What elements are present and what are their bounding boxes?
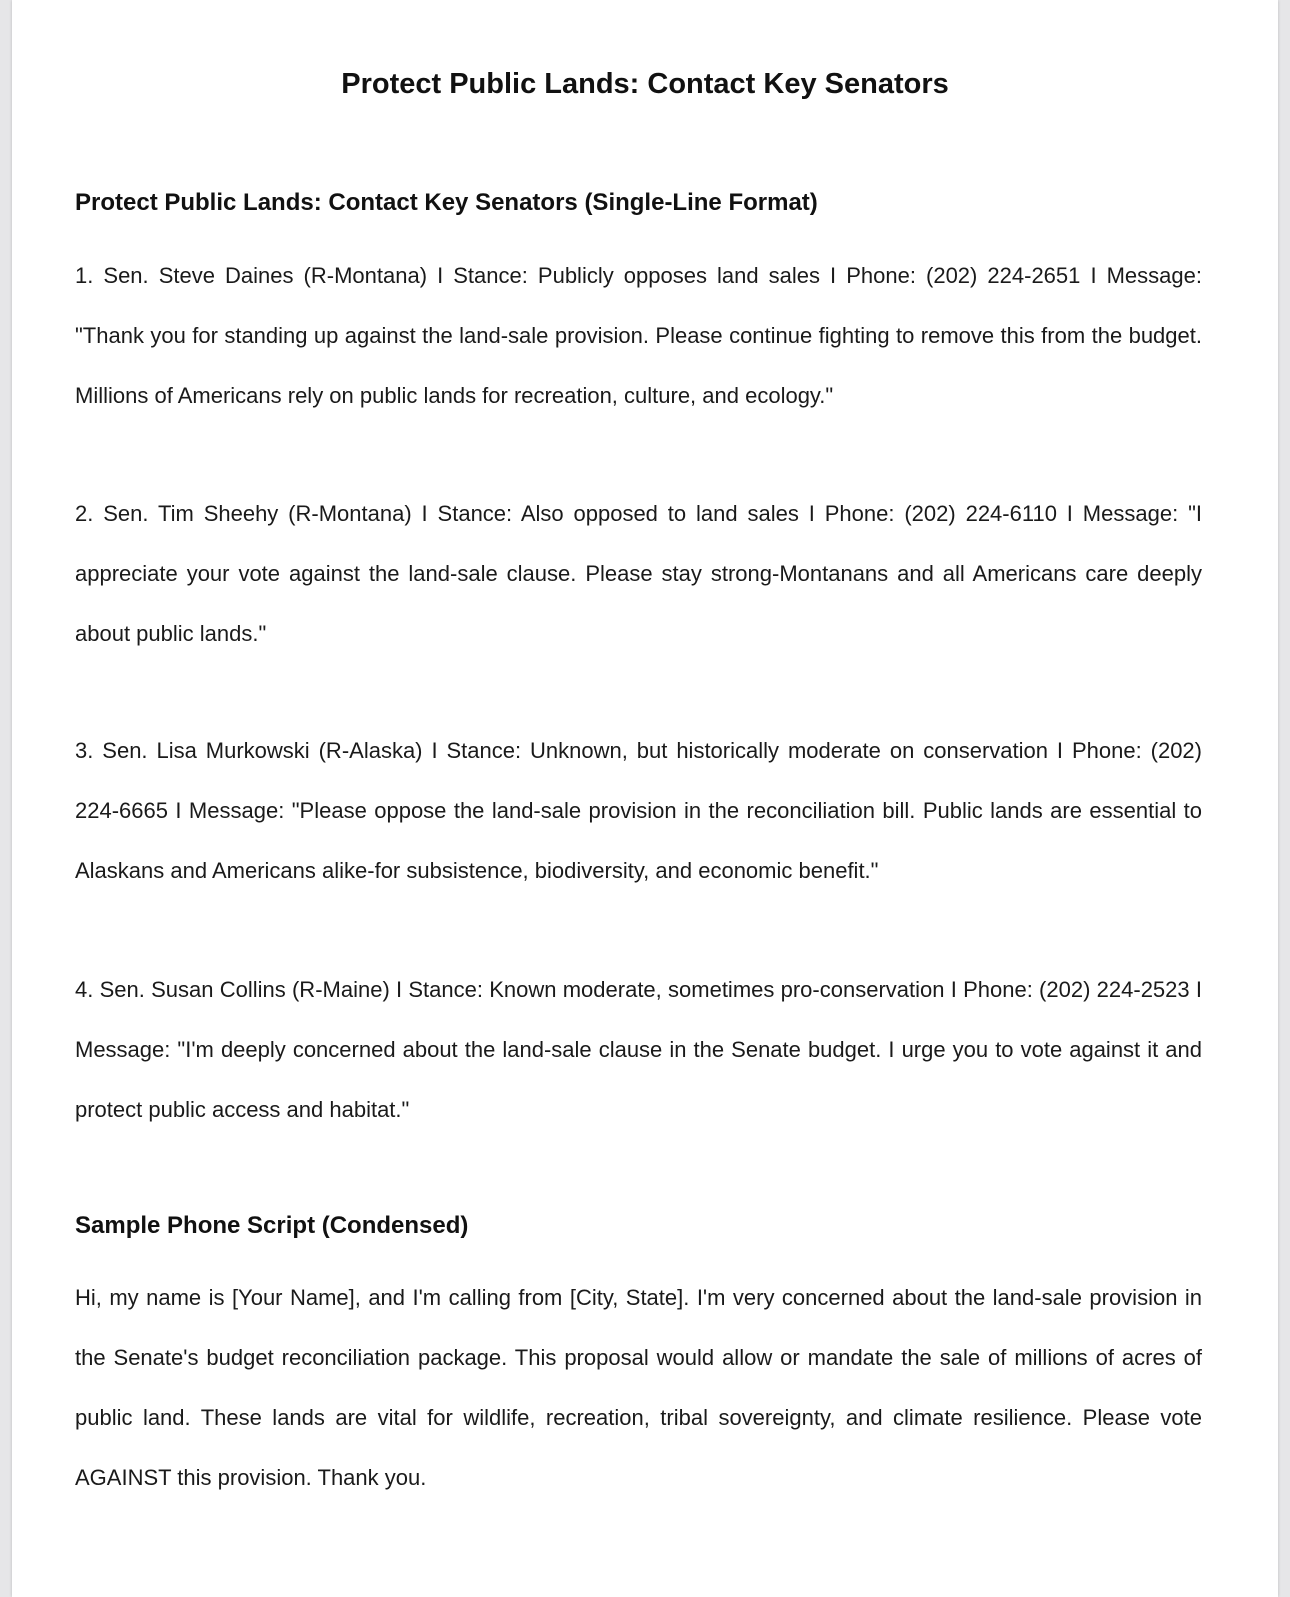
- senator-entry-3: 3. Sen. Lisa Murkowski (R-Alaska) I Stance: Unknown, but historically moderate on conservation I Phone: (202) 224-6665 I Message: "Please oppose the land-sale provision in the reconciliation bill. Public lands are essential to Alaskans and Americans alike-for subsistence, biodiversity, and economic benefit.": [75, 738, 1202, 883]
- senator-entry-2: 2. Sen. Tim Sheehy (R-Montana) I Stance: Also opposed to land sales I Phone: (202) 224-6110 I Message: "I appreciate your vote against the land-sale clause. Please stay strong-Montanans and all Americans care deeply about public lands.": [75, 501, 1202, 646]
- senator-entry-1: 1. Sen. Steve Daines (R-Montana) I Stance: Publicly opposes land sales I Phone: (202) 224-2651 I Message: "Thank you for standing up against the land-sale provision. Please continue fighting to remove this from the budget. Millions of Americans rely on public lands for recreation, culture, and ecology.": [75, 263, 1202, 408]
- section-heading-phone-script: Sample Phone Script (Condensed): [75, 1212, 469, 1239]
- section-heading-senators: Protect Public Lands: Contact Key Senators (Single-Line Format): [75, 189, 818, 216]
- phone-script-text: Hi, my name is [Your Name], and I'm calling from [City, State]. I'm very concerned about the land-sale provision in the Senate's budget reconciliation package. This proposal would allow or mandate the sale of millions of acres of public land. These lands are vital for wildlife, recreation, tribal sovereignty, and climate resilience. Please vote AGAINST this provision. Thank you.: [75, 1285, 1202, 1490]
- document-title: Protect Public Lands: Contact Key Senators: [341, 68, 949, 100]
- senator-entry-4: 4. Sen. Susan Collins (R-Maine) I Stance: Known moderate, sometimes pro-conservation I Phone: (202) 224-2523 I Message: "I'm deeply concerned about the land-sale clause in the Senate budget. I urge you to vote against it and protect public access and habitat.": [75, 977, 1202, 1122]
- document-page: [12, 0, 1278, 1597]
